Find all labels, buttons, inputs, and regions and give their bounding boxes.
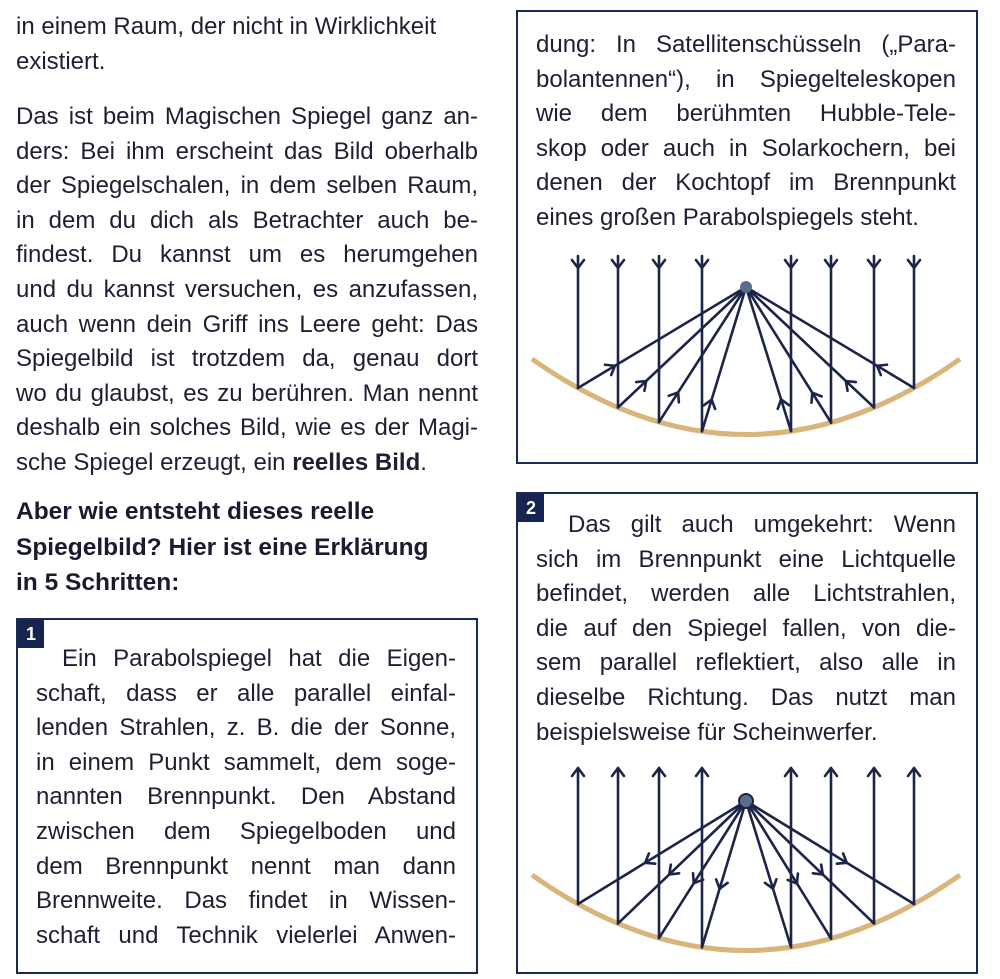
text-line: wie dem berühmten Hubble-Tele- [536,100,956,128]
parabolic-mirror-diagram-outgoing [516,492,978,974]
text-line: Ein Parabolspiegel hat die Eigen- [62,645,456,672]
text-line: existiert. [16,47,106,75]
heading-line: Aber wie entsteht dieses reelle [16,498,375,525]
text-line: sem parallel reflektiert, also alle in [536,649,956,677]
text-line: deshalb ein solches Bild, wie es der Magi- [16,414,478,442]
text-line: in einem Raum, der nicht in Wirklichkeit [16,13,437,40]
heading-line: in 5 Schritten: [16,569,180,596]
text-line: ders: Bei ihm erscheint das Bild oberhalb [16,137,478,165]
text-run: sche Spiegel erzeugt, ein [16,448,293,476]
heading-line: Spiegelbild? Hier ist eine Erklärung [16,533,429,561]
step-1-badge: 1 [18,620,44,648]
left-paragraph-1 [16,10,478,79]
text-line: dung: In Satellitenschüsseln („Para- [536,31,956,58]
text-line: zwischen dem Spiegelboden und [36,817,456,845]
section-heading [16,494,476,601]
step-2-badge: 2 [518,494,544,522]
text-run: . [420,448,427,476]
left-paragraph-2 [16,100,478,481]
text-line: schaft und Technik vielerlei Anwen- [36,921,456,949]
text-line: skop oder auch in Solarkochern, bei [536,134,956,162]
text-line: nannten Brennpunkt. Den Abstand [36,783,456,811]
text-line: der Spiegelschalen, in dem selben Raum, [16,172,478,200]
parabolic-mirror-diagram-incoming [516,10,978,464]
text-line: lenden Strahlen, z. B. die der Sonne, [36,714,456,742]
text-line: dem Brennpunkt nennt man dann [36,852,456,880]
text-line: dieselbe Richtung. Das nutzt man [536,683,956,711]
text-line: Das gilt auch umgekehrt: Wenn [568,511,956,538]
focal-point-icon [740,281,752,293]
text-line: eines großen Parabolspiegels steht. [536,203,919,231]
text-line: und du kannst versuchen, es anzufassen, [16,275,478,303]
step-1-text [36,642,456,953]
text-line: findest. Du kannst um es herumgehen [16,241,478,269]
term-reelles-bild: reelles Bild [292,448,421,476]
text-line: wo du glaubst, es zu berühren. Man nennt [16,379,478,407]
text-line: auch wenn dein Griff ins Leere geht: Das [16,310,478,338]
text-line: Spiegelbild ist trotzdem da, genau dort [16,345,478,373]
parabolic-mirror [532,359,960,435]
text-line: bolantennen“), in Spiegelteleskopen [536,65,956,93]
text-line: sich im Brennpunkt eine Lichtquelle [536,545,956,573]
text-line: in einem Punkt sammelt, dem soge- [36,748,456,776]
text-line: die auf den Spiegel fallen, von die- [536,614,956,642]
text-line: Das ist beim Magischen Spiegel ganz an- [16,103,478,130]
text-line: in dem du dich als Betrachter auch be- [16,206,478,234]
light-source-icon [739,794,753,808]
parabolic-mirror [532,875,960,951]
text-line: befindet, werden alle Lichtstrahlen, [536,580,956,608]
text-line: schaft, dass er alle parallel einfal- [36,679,456,707]
text-line [16,446,478,481]
text-line: Brennweite. Das findet in Wissen- [36,887,456,915]
text-line: beispielsweise für Scheinwerfer. [536,718,878,746]
text-line: denen der Kochtopf im Brennpunkt [536,169,956,197]
